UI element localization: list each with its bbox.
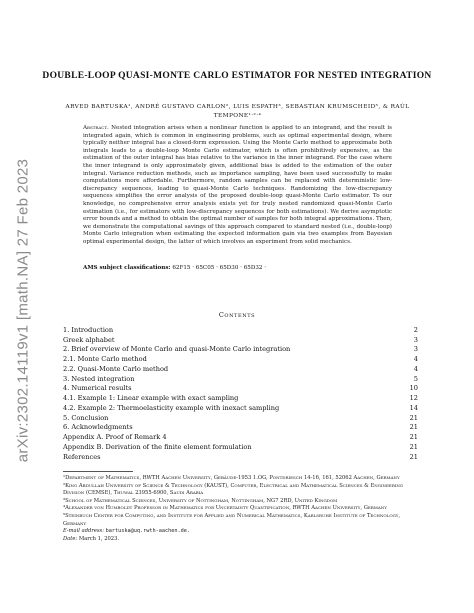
toc-entry-label: 4.1. Example 1: Linear example with exact sampling — [63, 394, 239, 403]
authors-line-2: TEMPONE¹·²·⁴ — [213, 113, 262, 119]
toc-entry[interactable] — [63, 354, 418, 364]
toc-entry-page: 14 — [409, 403, 418, 412]
toc-entry-page: 4 — [413, 364, 418, 373]
contents-heading: Contents — [218, 311, 256, 319]
toc-entry-page: 5 — [413, 374, 418, 383]
abstract-text: Nested integration arises when a nonlinear function is applied to an integrand, and the result is integrated again, which is common in engineering problems, such as optimal experimental design, where typically neither integral has a closed-form expression. Using the Monte Carlo method to approximate both integrals leads to a double-loop Monte Carlo estimator, which is often prohibitively expensive, as the estimation of the outer integral has bias relative to the variance in the inner integrand. For the case where the inner integrand is only approximately given, additional bias is added to the estimation of the outer integral. Variance reduction methods, such as importance sampling, have been used successfully to make computations more affordable. Furthermore, random samples can be replaced with deterministic low-discrepancy sequences, leading to quasi-Monte Carlo techniques. Randomizing the low-discrepancy sequences simplifies the error analysis of the proposed double-loop quasi-Monte Carlo estimator. To our knowledge, no comprehensive error analysis exists yet for truly nested randomized quasi-Monte Carlo estimation (i.e., for estimators with low-discrepancy sequences for both estimations). We derive asymptotic error bounds and a method to obtain the optimal number of samples for both integral approximations. Then, we demonstrate the computational savings of this approach compared to standard nested (i.e., double-loop) Monte Carlo integration when estimating the expected information gain via two examples from Bayesian optimal experimental design, the latter of which involves an experiment from solid mechanics. — [83, 125, 392, 245]
toc-entry-label: 2.1. Monte Carlo method — [63, 355, 147, 364]
toc-entry[interactable] — [63, 325, 418, 335]
authors-line-1: ARVED BARTUSKA¹, ANDRÉ GUSTAVO CARLON², LUIS ESPATH³, SEBASTIAN KRUMSCHEID⁵, & RAÚL — [65, 104, 410, 110]
arxiv-identifier: arXiv:2302.14119v1 [math.NA] 27 Feb 2023 — [14, 158, 32, 462]
toc-entry-page: 21 — [409, 442, 418, 451]
abstract — [83, 125, 392, 247]
toc-entry[interactable] — [63, 374, 418, 384]
toc-entry[interactable] — [63, 364, 418, 374]
paper-title: DOUBLE-LOOP QUASI-MONTE CARLO ESTIMATOR FOR NESTED INTEGRATION — [42, 71, 432, 81]
toc-entry-label: Greek alphabet — [63, 335, 115, 344]
toc-entry-page: 2 — [413, 325, 418, 334]
date-value: March 1, 2023. — [78, 535, 120, 542]
author-list — [65, 103, 410, 121]
toc-entry[interactable] — [63, 403, 418, 413]
toc-entry-page: 21 — [409, 413, 418, 422]
toc-entry-label: 1. Introduction — [63, 325, 114, 334]
toc-entry-page: 21 — [409, 423, 418, 432]
arxiv-sidebar — [12, 150, 34, 470]
msc-label: AMS subject classifications: — [83, 265, 171, 271]
subject-classifications — [83, 265, 392, 271]
toc-entry[interactable] — [63, 452, 418, 462]
footnote-affiliation: ²King Abdullah University of Science & Technology (KAUST), Computer, Electrical and Mathematical Sciences & Engineering Division (CEMSE), Thuwal 23955-6900, Saudi Arabia — [63, 482, 404, 497]
abstract-label: Abstract. — [83, 125, 109, 131]
footnote-affiliation: ¹Department of Mathematics, RWTH Aachen University, Gebäude-1953 1.OG, Pontdriesch 14-16, 161, 52062 Aachen, Germany — [63, 475, 400, 481]
date-line — [63, 536, 418, 544]
toc-entry-label: References — [63, 452, 101, 461]
toc-entry-label: 5. Conclusion — [63, 413, 109, 422]
msc-codes: 62F15 · 65C05 · 65D30 · 65D32 · — [172, 265, 266, 271]
toc-entry-page: 3 — [413, 335, 418, 344]
toc-entry-page: 4 — [413, 355, 418, 364]
toc-entry-label: Appendix A. Proof of Remark 4 — [63, 433, 167, 442]
footnote-affiliation: ⁴Alexander von Humboldt Professor in Mathematics for Uncertainty Quantification, RWTH Aachen University, Germany — [63, 505, 387, 512]
toc-entry[interactable] — [63, 423, 418, 433]
footnotes — [63, 475, 418, 543]
toc-entry[interactable] — [63, 345, 418, 355]
email-label: E-mail address: — [63, 528, 104, 535]
toc-entry-label: 3. Nested integration — [63, 374, 135, 383]
toc-entry[interactable] — [63, 335, 418, 345]
footnote-affiliation: ³School of Mathematical Sciences, University of Nottingham, Nottingham, NG7 2RD, United Kingdom — [63, 497, 338, 504]
email-address[interactable]: bartuska@uq.rwth-aachen.de. — [105, 528, 190, 535]
footnote-affiliation: ⁵Steinbuch Center for Computing, and Institute for Applied and Numerical Mathematics, Karlsruhe Institute of Technology, Germany — [63, 512, 401, 527]
toc-entry-label: 2. Brief overview of Monte Carlo and quasi-Monte Carlo integration — [63, 345, 291, 354]
toc-entry-label: 2.2. Quasi-Monte Carlo method — [63, 364, 169, 373]
toc-entry-page: 21 — [409, 433, 418, 442]
toc-entry[interactable] — [63, 442, 418, 452]
toc-entry-label: Appendix B. Derivation of the finite element formulation — [63, 442, 252, 451]
email-line — [63, 528, 418, 536]
toc-entry-label: 4. Numerical results — [63, 384, 132, 393]
toc-entry-page: 12 — [409, 394, 418, 403]
toc-entry[interactable] — [63, 432, 418, 442]
toc-entry-label: 6. Acknowledgments — [63, 423, 133, 432]
toc-entry-page: 3 — [413, 345, 418, 354]
toc-entry-page: 10 — [409, 384, 418, 393]
toc-entry-page: 21 — [409, 452, 418, 461]
toc-entry[interactable] — [63, 413, 418, 423]
footnote-divider — [63, 471, 133, 472]
toc-entry-label: 4.2. Example 2: Thermoelasticity example with inexact sampling — [63, 403, 280, 412]
table-of-contents — [63, 325, 418, 462]
toc-entry[interactable] — [63, 384, 418, 394]
date-label: Date: — [63, 535, 78, 542]
toc-entry[interactable] — [63, 393, 418, 403]
